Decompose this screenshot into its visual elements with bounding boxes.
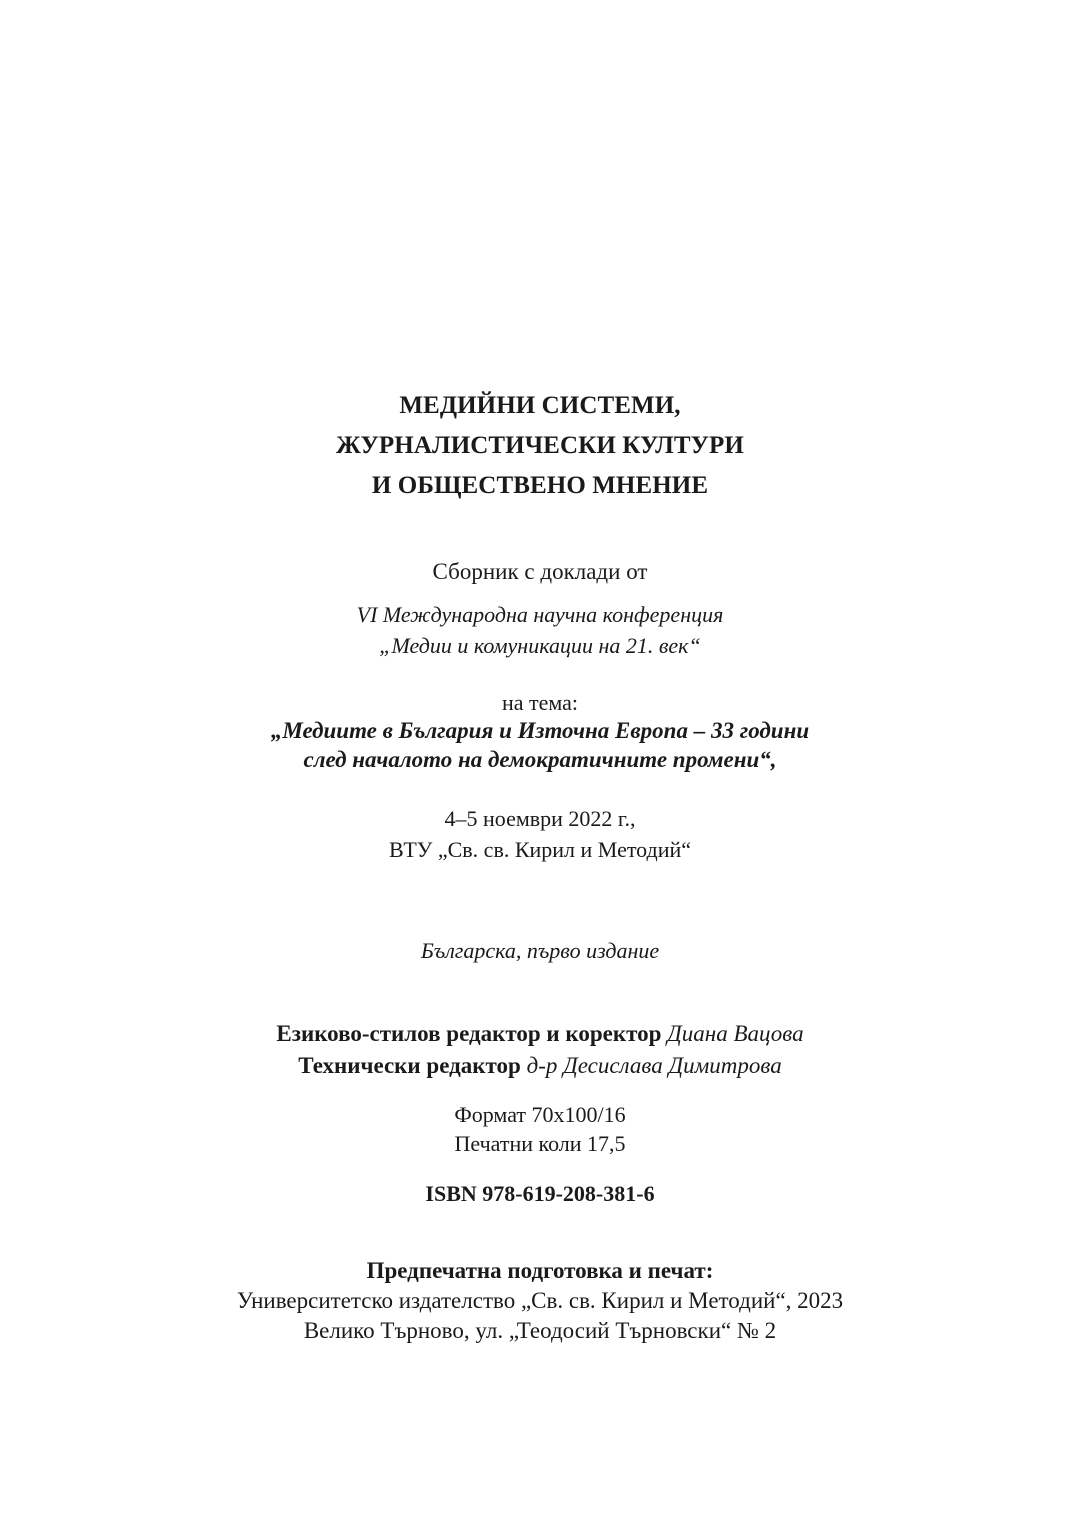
isbn-text: ISBN 978-619-208-381-6 xyxy=(425,1181,655,1206)
collection-label-text: Сборник с доклади от xyxy=(432,559,648,584)
format-line: Формат 70х100/16 xyxy=(454,1102,626,1127)
edition-note xyxy=(0,935,1080,967)
book-title xyxy=(0,386,1080,506)
conference-name xyxy=(0,599,1080,661)
conference-theme xyxy=(0,716,1080,774)
edition-text: Българска, първо издание xyxy=(420,938,660,963)
print-format xyxy=(0,1100,1080,1158)
event-place: ВТУ „Св. св. Кирил и Методий“ xyxy=(388,837,692,862)
conference-name-line-1: VI Международна научна конференция xyxy=(356,602,724,627)
editor-role: Технически редактор xyxy=(298,1053,521,1078)
theme-label xyxy=(0,688,1080,718)
editor-line-language xyxy=(0,1018,1080,1050)
book-title-line-2: ЖУРНАЛИСТИЧЕСКИ КУЛТУРИ xyxy=(336,432,744,459)
event-date: 4–5 ноември 2022 г., xyxy=(444,806,636,831)
collection-label xyxy=(0,556,1080,588)
conference-theme-line-1: „Медиите в България и Източна Европа – 33 години xyxy=(270,718,810,743)
editors-list xyxy=(0,1018,1080,1082)
editor-line-technical xyxy=(0,1050,1080,1082)
printing-heading: Предпечатна подготовка и печат: xyxy=(366,1258,714,1283)
editor-name: Диана Вацова xyxy=(667,1021,804,1046)
isbn xyxy=(0,1178,1080,1210)
conference-name-line-2: „Медии и комуникации на 21. век“ xyxy=(379,633,701,658)
book-title-line-1: МЕДИЙНИ СИСТЕМИ, xyxy=(399,392,681,419)
editor-role: Езиково-стилов редактор и коректор xyxy=(276,1021,662,1046)
theme-label-text: на тема: xyxy=(501,690,579,715)
printing-info xyxy=(0,1256,1080,1346)
conference-theme-line-2: след началото на демократичните промени“, xyxy=(303,747,777,772)
publisher-line: Университетско издателство „Св. св. Кирил и Методий“, 2023 xyxy=(236,1288,844,1313)
publisher-address: Велико Търново, ул. „Теодосий Търновски“ № 2 xyxy=(303,1318,777,1343)
book-title-line-3: И ОБЩЕСТВЕНО МНЕНИЕ xyxy=(371,472,709,499)
editor-name: д-р Десислава Димитрова xyxy=(526,1053,782,1078)
printed-sheets-line: Печатни коли 17,5 xyxy=(454,1131,626,1156)
event-date-place xyxy=(0,803,1080,865)
